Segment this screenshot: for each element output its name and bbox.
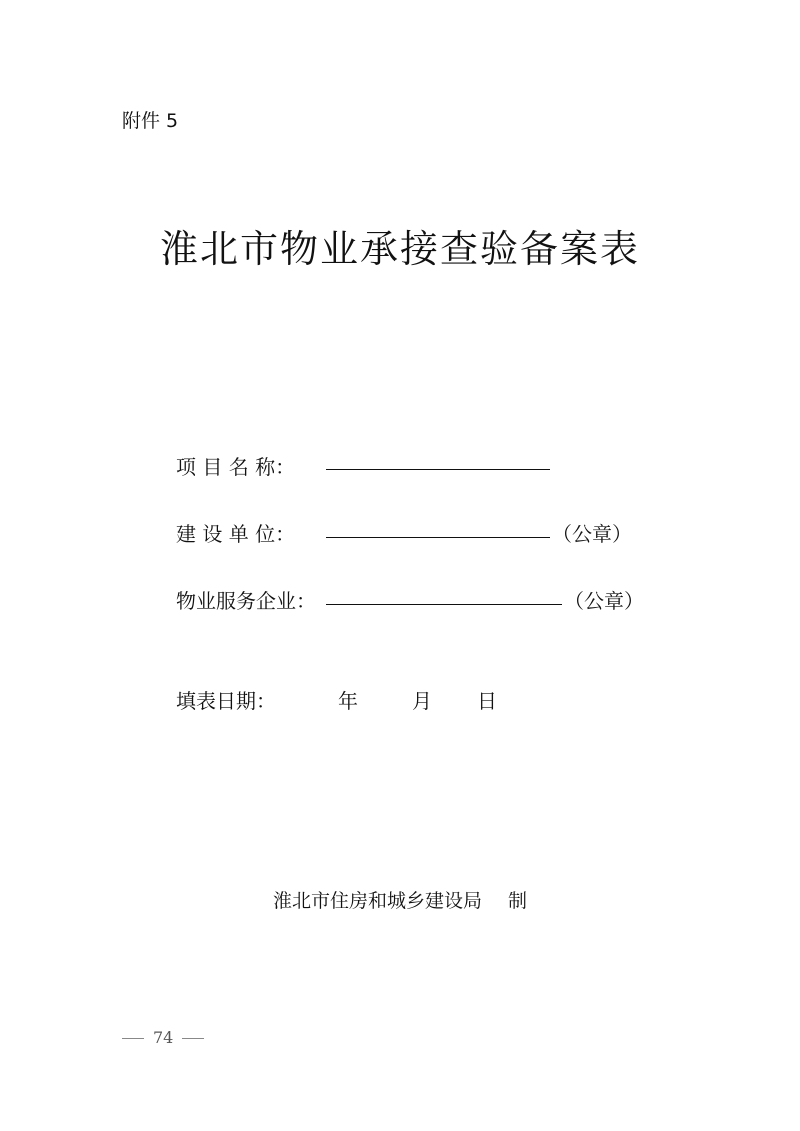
date-year: 年 <box>338 689 358 713</box>
issuer-line <box>0 886 800 913</box>
fill-date-label: 填表日期： <box>176 689 276 713</box>
property-company-label: 物业服务企业： <box>176 589 316 613</box>
page-number <box>122 1028 213 1047</box>
project-name-line[interactable] <box>326 469 550 470</box>
construction-unit-stamp: （公章） <box>552 522 632 546</box>
property-company-stamp: （公章） <box>564 589 644 613</box>
issuer-org: 淮北市住房和城乡建设局 <box>272 890 482 912</box>
construction-unit-line[interactable] <box>326 537 550 538</box>
date-month: 月 <box>412 689 432 713</box>
page-title: 淮北市物业承接查验备案表 <box>159 227 640 271</box>
attachment-label: 附件 5 <box>122 110 179 132</box>
construction-unit-label: 建 设 单 位： <box>176 522 296 546</box>
date-day: 日 <box>477 689 497 713</box>
issuer-suffix: 制 <box>508 890 528 912</box>
project-name-label: 项 目 名 称： <box>176 455 296 479</box>
property-company-line[interactable] <box>326 604 562 605</box>
page-number-value: 74 <box>153 1028 174 1047</box>
